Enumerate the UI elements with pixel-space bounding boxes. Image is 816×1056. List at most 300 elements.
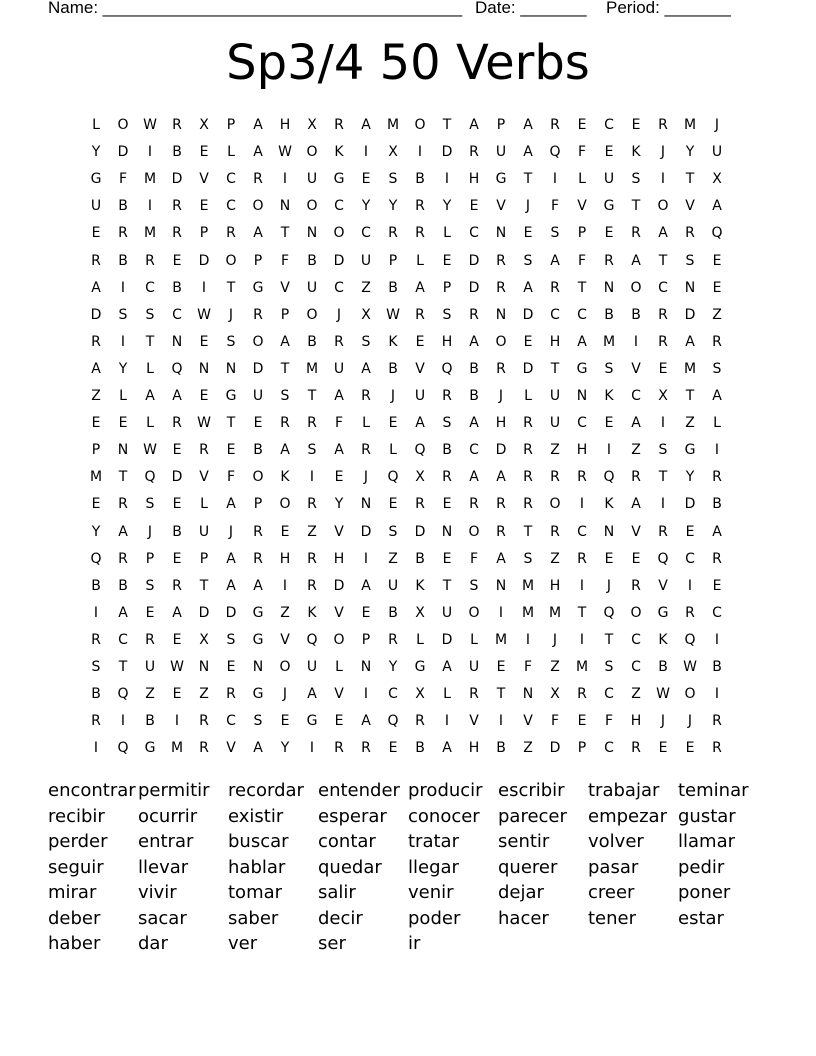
grid-letter: S bbox=[604, 659, 614, 675]
grid-letter: E bbox=[685, 740, 695, 757]
grid-letter: H bbox=[441, 333, 453, 350]
grid-letter: O bbox=[252, 198, 264, 215]
grid-letter: W bbox=[278, 144, 292, 161]
grid-letter: O bbox=[414, 117, 426, 133]
grid-letter: K bbox=[280, 469, 290, 486]
grid-letter: B bbox=[712, 659, 722, 675]
grid-letter: B bbox=[91, 686, 101, 703]
grid-letter: Y bbox=[118, 360, 128, 377]
grid-letter: R bbox=[523, 496, 533, 513]
grid-letter: I bbox=[687, 577, 693, 594]
grid-letter: V bbox=[334, 604, 344, 621]
grid-letter: Y bbox=[361, 198, 371, 215]
grid-letter: N bbox=[198, 360, 210, 377]
grid-letter: W bbox=[656, 686, 670, 703]
grid-letter: B bbox=[118, 577, 128, 594]
grid-letter: I bbox=[579, 631, 585, 648]
word-list-item: sentir bbox=[498, 831, 550, 852]
grid-letter: E bbox=[280, 523, 290, 540]
grid-letter: Y bbox=[442, 198, 452, 215]
grid-letter: S bbox=[118, 306, 128, 323]
grid-letter: D bbox=[198, 604, 210, 621]
grid-letter: G bbox=[144, 740, 156, 757]
grid-letter: E bbox=[469, 198, 479, 215]
grid-letter: T bbox=[523, 523, 533, 540]
grid-letter: Y bbox=[685, 469, 695, 486]
word-list-item: hacer bbox=[498, 907, 549, 929]
grid-letter: R bbox=[496, 496, 506, 513]
grid-letter: N bbox=[684, 279, 696, 296]
word-list-item: gustar bbox=[678, 805, 736, 827]
word-list-item: seguir bbox=[48, 856, 104, 878]
grid-letter: R bbox=[712, 333, 722, 350]
grid-letter: M bbox=[548, 604, 562, 621]
grid-letter: I bbox=[498, 713, 504, 730]
grid-letter: B bbox=[307, 252, 317, 269]
grid-letter: T bbox=[658, 469, 668, 486]
word-list-item: entender bbox=[318, 780, 400, 801]
grid-letter: P bbox=[91, 442, 101, 459]
grid-letter: R bbox=[415, 306, 425, 323]
grid-letter: A bbox=[118, 604, 128, 621]
grid-letter: R bbox=[496, 279, 506, 296]
word-list-item: decir bbox=[318, 907, 363, 929]
word-list-item: quedar bbox=[318, 856, 382, 878]
grid-letter: Z bbox=[712, 306, 722, 323]
grid-letter: R bbox=[253, 550, 263, 567]
grid-letter: N bbox=[198, 659, 210, 675]
grid-letter: R bbox=[307, 550, 317, 567]
grid-letter: L bbox=[416, 631, 424, 648]
grid-letter: R bbox=[172, 415, 182, 432]
grid-letter: H bbox=[468, 740, 480, 757]
grid-letter: O bbox=[279, 496, 291, 513]
word-list-item: recibir bbox=[48, 805, 105, 827]
grid-letter: P bbox=[253, 252, 263, 269]
grid-letter: A bbox=[496, 469, 506, 486]
grid-letter: E bbox=[172, 631, 182, 648]
grid-letter: C bbox=[604, 740, 614, 757]
grid-letter: F bbox=[550, 713, 560, 730]
grid-letter: P bbox=[145, 550, 155, 567]
grid-letter: B bbox=[145, 713, 155, 730]
grid-letter: H bbox=[333, 550, 345, 567]
grid-letter: I bbox=[147, 198, 153, 215]
grid-letter: R bbox=[415, 496, 425, 513]
grid-letter: A bbox=[253, 740, 263, 757]
grid-letter: U bbox=[711, 144, 723, 161]
grid-letter: E bbox=[442, 252, 452, 269]
grid-letter: R bbox=[91, 333, 101, 350]
word-list-item: tener bbox=[588, 907, 637, 929]
grid-letter: X bbox=[199, 117, 209, 133]
grid-letter: A bbox=[226, 496, 236, 513]
grid-letter: A bbox=[361, 577, 371, 594]
word-list-item: llegar bbox=[408, 856, 459, 878]
grid-letter: N bbox=[117, 442, 129, 459]
grid-letter: R bbox=[91, 713, 101, 730]
grid-letter: Y bbox=[91, 523, 101, 540]
grid-letter: R bbox=[631, 577, 641, 594]
grid-letter: L bbox=[443, 225, 451, 242]
grid-letter: E bbox=[91, 415, 101, 432]
grid-letter: R bbox=[523, 469, 533, 486]
grid-letter: D bbox=[468, 252, 480, 269]
grid-letter: E bbox=[145, 604, 155, 621]
grid-letter: N bbox=[360, 659, 372, 675]
grid-letter: C bbox=[712, 604, 722, 621]
grid-letter: E bbox=[226, 442, 236, 459]
grid-letter: S bbox=[388, 171, 398, 188]
grid-letter: B bbox=[496, 740, 506, 757]
grid-letter: B bbox=[712, 496, 722, 513]
grid-letter: Z bbox=[280, 604, 290, 621]
grid-letter: R bbox=[334, 333, 344, 350]
grid-letter: V bbox=[199, 469, 209, 486]
grid-letter: X bbox=[712, 171, 722, 188]
grid-letter: I bbox=[579, 496, 585, 513]
grid-letter: E bbox=[334, 713, 344, 730]
grid-letter: H bbox=[630, 713, 642, 730]
grid-letter: J bbox=[228, 306, 234, 323]
grid-letter: B bbox=[91, 577, 101, 594]
grid-letter: N bbox=[495, 225, 507, 242]
grid-letter: Z bbox=[631, 442, 641, 459]
grid-letter: M bbox=[305, 360, 319, 377]
grid-letter: R bbox=[226, 686, 236, 703]
grid-letter: T bbox=[577, 604, 587, 621]
grid-letter: A bbox=[145, 388, 155, 404]
grid-letter: R bbox=[199, 713, 209, 730]
grid-letter: R bbox=[469, 306, 479, 323]
grid-letter: Z bbox=[550, 550, 560, 567]
grid-letter: K bbox=[658, 631, 668, 648]
grid-letter: W bbox=[683, 659, 697, 675]
grid-letter: E bbox=[523, 333, 533, 350]
grid-letter: M bbox=[494, 631, 508, 648]
grid-letter: R bbox=[685, 225, 695, 242]
grid-letter: A bbox=[91, 279, 101, 296]
grid-letter: D bbox=[171, 171, 183, 188]
grid-letter: F bbox=[604, 713, 614, 730]
grid-letter: R bbox=[550, 279, 560, 296]
grid-letter: M bbox=[521, 577, 535, 594]
grid-letter: A bbox=[685, 333, 695, 350]
grid-letter: J bbox=[606, 577, 612, 594]
grid-letter: S bbox=[442, 306, 452, 323]
grid-letter: O bbox=[630, 279, 642, 296]
grid-letter: E bbox=[172, 550, 182, 567]
grid-letter: O bbox=[252, 469, 264, 486]
grid-letter: A bbox=[280, 333, 290, 350]
grid-letter: A bbox=[253, 577, 263, 594]
word-list-item: estar bbox=[678, 907, 724, 929]
grid-letter: E bbox=[361, 604, 371, 621]
grid-letter: O bbox=[279, 659, 291, 675]
grid-letter: S bbox=[91, 659, 101, 675]
word-list-item: pedir bbox=[678, 856, 725, 878]
grid-letter: A bbox=[469, 415, 479, 432]
grid-letter: T bbox=[550, 360, 560, 377]
grid-letter: X bbox=[307, 117, 317, 133]
grid-letter: W bbox=[143, 117, 157, 133]
grid-letter: C bbox=[226, 198, 236, 215]
grid-letter: R bbox=[712, 469, 722, 486]
grid-letter: G bbox=[252, 686, 264, 703]
grid-letter: O bbox=[306, 198, 318, 215]
grid-letter: J bbox=[228, 523, 234, 540]
grid-letter: A bbox=[253, 225, 263, 242]
grid-letter: R bbox=[469, 496, 479, 513]
grid-letter: P bbox=[442, 279, 452, 296]
grid-letter: U bbox=[387, 577, 399, 594]
grid-letter: G bbox=[252, 631, 264, 648]
grid-letter: R bbox=[415, 225, 425, 242]
grid-letter: V bbox=[631, 360, 641, 377]
grid-letter: G bbox=[252, 279, 264, 296]
grid-letter: E bbox=[172, 252, 182, 269]
grid-letter: R bbox=[172, 577, 182, 594]
grid-letter: S bbox=[145, 306, 155, 323]
grid-letter: M bbox=[602, 333, 616, 350]
grid-letter: I bbox=[444, 171, 450, 188]
grid-letter: A bbox=[253, 144, 263, 161]
grid-letter: V bbox=[334, 523, 344, 540]
grid-letter: I bbox=[633, 333, 639, 350]
grid-letter: J bbox=[147, 523, 153, 540]
grid-letter: C bbox=[469, 225, 479, 242]
grid-letter: J bbox=[498, 388, 504, 404]
grid-letter: E bbox=[172, 496, 182, 513]
grid-letter: E bbox=[91, 225, 101, 242]
grid-letter: E bbox=[496, 659, 506, 675]
word-list-item: producir bbox=[408, 780, 483, 801]
grid-letter: E bbox=[712, 252, 722, 269]
grid-letter: D bbox=[333, 252, 345, 269]
grid-letter: E bbox=[91, 496, 101, 513]
grid-letter: I bbox=[282, 577, 288, 594]
grid-letter: Y bbox=[388, 659, 398, 675]
word-list-item: ser bbox=[318, 933, 346, 954]
grid-letter: Q bbox=[387, 713, 399, 730]
grid-letter: D bbox=[441, 144, 453, 161]
grid-letter: E bbox=[388, 740, 398, 757]
grid-letter: A bbox=[577, 333, 587, 350]
grid-letter: I bbox=[417, 144, 423, 161]
word-list-item: permitir bbox=[138, 780, 210, 801]
grid-letter: V bbox=[631, 523, 641, 540]
grid-letter: V bbox=[226, 740, 236, 757]
grid-letter: A bbox=[226, 577, 236, 594]
grid-letter: T bbox=[604, 631, 614, 648]
grid-letter: Q bbox=[711, 225, 723, 242]
grid-letter: E bbox=[442, 496, 452, 513]
grid-letter: D bbox=[549, 740, 561, 757]
grid-letter: L bbox=[389, 442, 397, 459]
grid-letter: R bbox=[415, 198, 425, 215]
grid-letter: R bbox=[685, 604, 695, 621]
grid-letter: M bbox=[521, 604, 535, 621]
grid-letter: A bbox=[442, 740, 452, 757]
grid-letter: L bbox=[146, 415, 154, 432]
grid-letter: R bbox=[550, 469, 560, 486]
grid-letter: U bbox=[306, 659, 318, 675]
grid-letter: V bbox=[199, 171, 209, 188]
grid-letter: Z bbox=[91, 388, 101, 404]
grid-letter: Q bbox=[144, 469, 156, 486]
grid-letter: R bbox=[658, 117, 668, 133]
grid-letter: R bbox=[307, 415, 317, 432]
word-list-item: existir bbox=[228, 805, 284, 827]
grid-letter: A bbox=[523, 117, 533, 133]
grid-letter: U bbox=[252, 388, 264, 404]
grid-letter: B bbox=[469, 360, 479, 377]
grid-letter: A bbox=[469, 333, 479, 350]
grid-letter: R bbox=[253, 171, 263, 188]
grid-letter: T bbox=[226, 415, 236, 432]
grid-letter: A bbox=[361, 360, 371, 377]
grid-letter: R bbox=[550, 523, 560, 540]
grid-letter: E bbox=[442, 550, 452, 567]
grid-letter: R bbox=[577, 550, 587, 567]
grid-letter: E bbox=[415, 333, 425, 350]
grid-letter: C bbox=[334, 198, 344, 215]
grid-letter: C bbox=[577, 523, 587, 540]
grid-letter: G bbox=[684, 442, 696, 459]
grid-letter: P bbox=[361, 631, 371, 648]
word-list-item: poner bbox=[678, 882, 731, 903]
grid-letter: U bbox=[549, 388, 561, 404]
grid-letter: R bbox=[361, 388, 371, 404]
grid-letter: A bbox=[172, 604, 182, 621]
grid-letter: Z bbox=[199, 686, 209, 703]
grid-letter: P bbox=[388, 252, 398, 269]
grid-letter: B bbox=[253, 442, 263, 459]
grid-letter: S bbox=[712, 360, 722, 377]
grid-letter: U bbox=[144, 659, 156, 675]
word-list-item: hablar bbox=[228, 856, 286, 878]
grid-letter: S bbox=[658, 442, 668, 459]
grid-letter: U bbox=[495, 144, 507, 161]
grid-letter: G bbox=[576, 360, 588, 377]
grid-letter: R bbox=[712, 550, 722, 567]
grid-letter: O bbox=[468, 523, 480, 540]
grid-letter: I bbox=[660, 415, 666, 432]
grid-letter: V bbox=[658, 577, 668, 594]
grid-letter: R bbox=[658, 306, 668, 323]
grid-letter: R bbox=[118, 550, 128, 567]
grid-letter: S bbox=[145, 496, 155, 513]
grid-letter: R bbox=[361, 740, 371, 757]
grid-letter: I bbox=[363, 144, 369, 161]
grid-letter: A bbox=[496, 550, 506, 567]
grid-letter: B bbox=[307, 333, 317, 350]
grid-letter: R bbox=[631, 225, 641, 242]
grid-letter: A bbox=[172, 388, 182, 404]
grid-letter: V bbox=[280, 279, 290, 296]
grid-letter: O bbox=[630, 604, 642, 621]
grid-letter: J bbox=[714, 117, 720, 133]
grid-letter: B bbox=[658, 659, 668, 675]
grid-letter: T bbox=[442, 117, 452, 133]
grid-letter: R bbox=[334, 740, 344, 757]
grid-letter: G bbox=[225, 388, 237, 404]
grid-letter: D bbox=[198, 252, 210, 269]
grid-letter: E bbox=[172, 442, 182, 459]
grid-letter: Q bbox=[657, 550, 669, 567]
grid-letter: O bbox=[468, 604, 480, 621]
grid-letter: Z bbox=[145, 686, 155, 703]
word-list-item: poder bbox=[408, 907, 461, 929]
grid-letter: R bbox=[631, 469, 641, 486]
grid-letter: R bbox=[712, 740, 722, 757]
grid-letter: R bbox=[388, 631, 398, 648]
word-list-item: buscar bbox=[228, 831, 289, 852]
grid-letter: Q bbox=[306, 631, 318, 648]
grid-letter: E bbox=[199, 333, 209, 350]
grid-letter: S bbox=[469, 577, 479, 594]
grid-letter: R bbox=[658, 333, 668, 350]
grid-letter: H bbox=[279, 117, 291, 133]
grid-letter: G bbox=[414, 659, 426, 675]
word-list-item: tratar bbox=[408, 831, 459, 852]
grid-letter: S bbox=[145, 577, 155, 594]
grid-letter: S bbox=[388, 523, 398, 540]
grid-letter: O bbox=[549, 496, 561, 513]
grid-letter: R bbox=[199, 442, 209, 459]
grid-letter: B bbox=[172, 144, 182, 161]
grid-letter: A bbox=[712, 388, 722, 404]
grid-letter: P bbox=[199, 550, 209, 567]
grid-letter: R bbox=[172, 198, 182, 215]
grid-letter: E bbox=[388, 415, 398, 432]
grid-letter: S bbox=[226, 631, 236, 648]
grid-letter: O bbox=[225, 252, 237, 269]
grid-letter: R bbox=[712, 713, 722, 730]
grid-letter: D bbox=[495, 442, 507, 459]
grid-letter: I bbox=[363, 686, 369, 703]
grid-letter: R bbox=[577, 686, 587, 703]
grid-letter: V bbox=[577, 198, 587, 215]
grid-letter: A bbox=[226, 550, 236, 567]
word-list-item: escribir bbox=[498, 780, 565, 801]
grid-letter: R bbox=[172, 117, 182, 133]
grid-letter: D bbox=[441, 631, 453, 648]
grid-letter: U bbox=[549, 415, 561, 432]
grid-letter: R bbox=[388, 225, 398, 242]
grid-letter: G bbox=[90, 171, 102, 188]
word-list-item: ver bbox=[228, 933, 258, 954]
grid-letter: A bbox=[469, 117, 479, 133]
grid-letter: C bbox=[631, 631, 641, 648]
grid-letter: P bbox=[253, 496, 263, 513]
grid-letter: U bbox=[306, 171, 318, 188]
grid-letter: R bbox=[469, 686, 479, 703]
grid-letter: A bbox=[631, 252, 641, 269]
grid-letter: J bbox=[660, 713, 666, 730]
grid-letter: W bbox=[143, 442, 157, 459]
grid-letter: E bbox=[280, 713, 290, 730]
grid-letter: E bbox=[226, 659, 236, 675]
grid-letter: Q bbox=[117, 686, 129, 703]
grid-letter: T bbox=[307, 388, 317, 404]
grid-letter: O bbox=[333, 631, 345, 648]
grid-letter: E bbox=[523, 225, 533, 242]
grid-letter: W bbox=[197, 306, 211, 323]
grid-letter: R bbox=[118, 496, 128, 513]
grid-letter: R bbox=[577, 469, 587, 486]
grid-letter: B bbox=[415, 550, 425, 567]
